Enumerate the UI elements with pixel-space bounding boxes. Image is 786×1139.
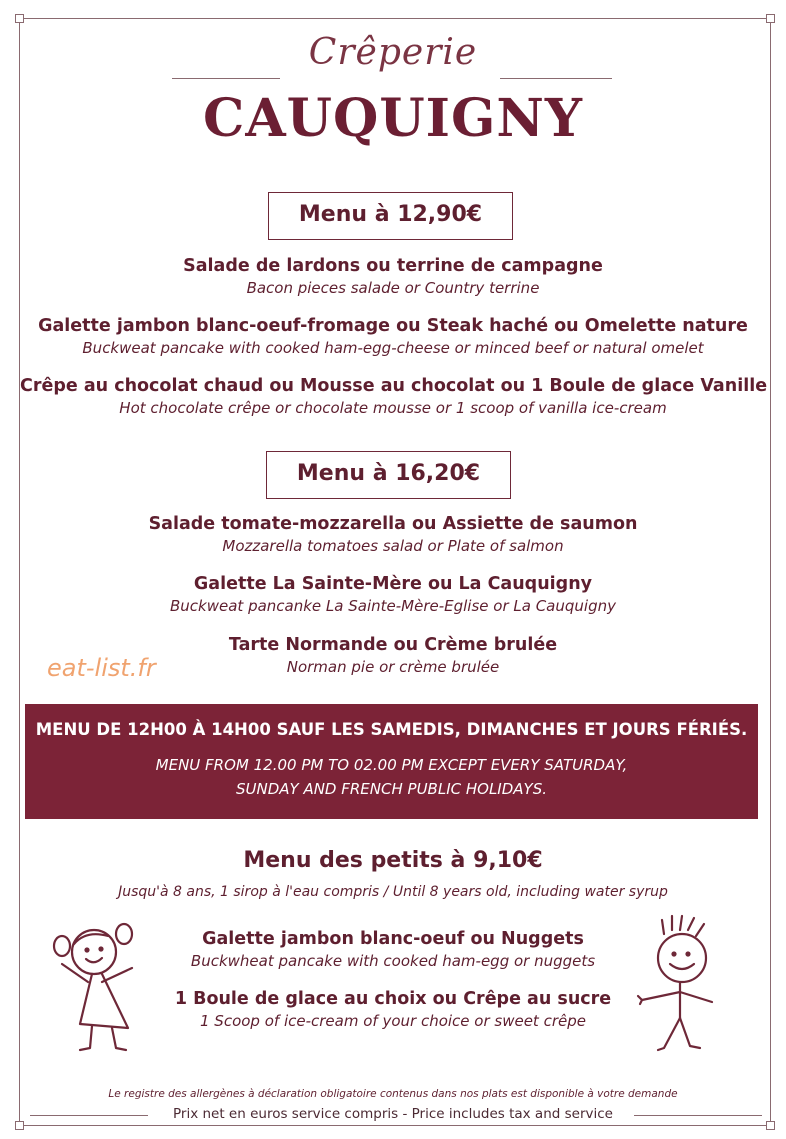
dish-en: Buckwheat pancake with cooked ham-egg or nuggets — [190, 952, 596, 970]
banner-fr: MENU DE 12H00 À 14H00 SAUF LES SAMEDIS, DIMANCHES ET JOURS FÉRIÉS. — [35, 720, 748, 739]
banner-en-line1: MENU FROM 12.00 PM TO 02.00 PM EXCEPT EVERY SATURDAY, — [155, 756, 628, 774]
dish-fr: Tarte Normande ou Crème brulée — [228, 635, 558, 655]
dish-fr: Salade de lardons ou terrine de campagne — [183, 256, 603, 276]
restaurant-name: CAUQUIGNY — [202, 88, 584, 149]
dish-fr: Galette La Sainte-Mère ou La Cauquigny — [193, 574, 593, 594]
menu-1-main — [20, 314, 766, 358]
menu-1-dessert — [20, 374, 766, 418]
dish-en: Bacon pieces salade or Country terrine — [246, 279, 540, 297]
girl-drawing-icon — [46, 910, 146, 1060]
menu-1-starter — [20, 254, 766, 298]
frame-corner — [15, 1121, 24, 1130]
banner-en-line2: SUNDAY AND FRENCH PUBLIC HOLIDAYS. — [235, 780, 547, 798]
dish-en: Mozzarella tomatoes salad or Plate of salmon — [222, 537, 564, 555]
kids-menu-title: Menu des petits à 9,10€ — [243, 848, 543, 873]
dish-en: Norman pie or crème brulée — [286, 658, 500, 676]
dish-en: 1 Scoop of ice-cream of your choice or sweet crêpe — [200, 1012, 586, 1030]
menu-2-title: Menu à 16,20€ — [266, 451, 511, 499]
header-rule — [500, 78, 612, 79]
kids-menu-subtitle: Jusqu'à 8 ans, 1 sirop à l'eau compris / Until 8 years old, including water syrup — [118, 884, 668, 900]
menu-2-starter — [20, 512, 766, 556]
frame-corner — [15, 14, 24, 23]
menu-2-main — [20, 572, 766, 616]
frame-corner — [766, 1121, 775, 1130]
dish-en: Buckweat pancanke La Sainte-Mère-Eglise or La Cauquigny — [170, 597, 616, 615]
restaurant-header — [0, 28, 786, 158]
dish-en: Hot chocolate crêpe or chocolate mousse or 1 scoop of vanilla ice-cream — [119, 399, 667, 417]
price-note: Prix net en euros service compris - Price includes tax and service — [173, 1106, 613, 1122]
dish-fr: Crêpe au chocolat chaud ou Mousse au chocolat ou 1 Boule de glace Vanille — [20, 376, 768, 396]
allergen-note: Le registre des allergènes à déclaration obligatoire contenus dans nos plats est disponible à votre demande — [108, 1088, 678, 1100]
lunch-hours-banner — [25, 704, 758, 819]
frame-corner — [766, 14, 775, 23]
boy-drawing-icon — [624, 910, 724, 1065]
restaurant-subtitle: Crêperie — [308, 32, 478, 73]
dish-fr: Galette jambon blanc-oeuf ou Nuggets — [202, 929, 584, 949]
watermark-text: eat-list.fr — [47, 654, 156, 682]
dish-en: Buckweat pancake with cooked ham-egg-cheese or minced beef or natural omelet — [82, 339, 704, 357]
dish-fr: Salade tomate-mozzarella ou Assiette de saumon — [148, 514, 638, 534]
header-rule — [172, 78, 280, 79]
dish-fr: 1 Boule de glace au choix ou Crêpe au sucre — [174, 989, 612, 1009]
dish-fr: Galette jambon blanc-oeuf-fromage ou Steak haché ou Omelette nature — [38, 316, 748, 336]
menu-1-title: Menu à 12,90€ — [268, 192, 513, 240]
